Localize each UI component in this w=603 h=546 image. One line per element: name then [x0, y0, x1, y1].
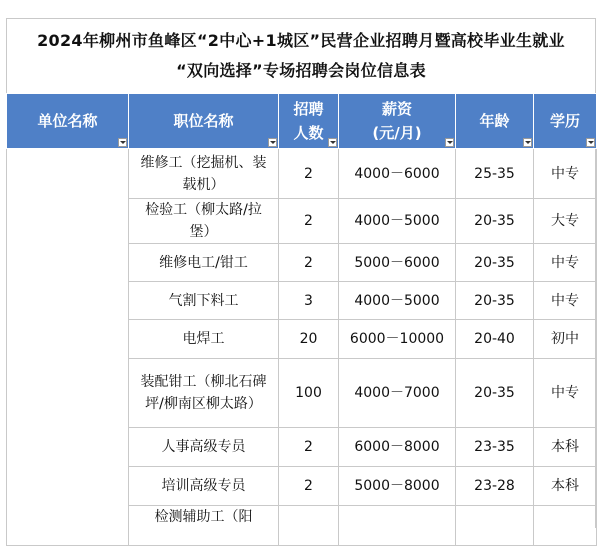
- count-cell: 2: [279, 428, 339, 467]
- page-title: [7, 19, 595, 93]
- header-edu-label: 学历: [549, 112, 580, 130]
- header-row: [7, 94, 597, 149]
- count-cell: 100: [279, 359, 339, 428]
- header-unit-label: 单位名称: [37, 112, 98, 130]
- count-cell: 2: [279, 467, 339, 506]
- age-cell: 20-35: [456, 244, 534, 282]
- header-count-label-2: 人数: [293, 124, 324, 142]
- header-salary-label-1: 薪资: [381, 100, 412, 118]
- position-cell: 电焊工: [129, 320, 279, 359]
- count-cell: 2: [279, 149, 339, 199]
- salary-cell: 6000－10000: [339, 320, 456, 359]
- position-cell: 培训高级专员: [129, 467, 279, 506]
- position-cell: 装配钳工（柳北石碑坪/柳南区柳太路）: [129, 359, 279, 428]
- age-cell: 20-40: [456, 320, 534, 359]
- age-cell: 20-35: [456, 359, 534, 428]
- salary-cell: 4000－5000: [339, 199, 456, 244]
- position-cell: 人事高级专员: [129, 428, 279, 467]
- header-age: [456, 94, 534, 149]
- salary-cell: 6000－8000: [339, 428, 456, 467]
- salary-cell: 4000－7000: [339, 359, 456, 428]
- header-count: [279, 94, 339, 149]
- edu-cell: 中专: [534, 244, 597, 282]
- job-table: [6, 93, 597, 546]
- edu-cell: 中专: [534, 149, 597, 199]
- edu-cell: 本科: [534, 467, 597, 506]
- filter-dropdown-icon[interactable]: [523, 138, 532, 147]
- count-cell: 2: [279, 244, 339, 282]
- position-cell: 气割下料工: [129, 282, 279, 320]
- header-salary-label-2: (元/月): [372, 124, 422, 142]
- salary-cell: [339, 506, 456, 546]
- count-cell: [279, 506, 339, 546]
- header-count-label-1: 招聘: [293, 100, 324, 118]
- position-cell: 检测辅助工（阳: [129, 506, 279, 546]
- age-cell: 20-35: [456, 199, 534, 244]
- filter-dropdown-icon[interactable]: [586, 138, 595, 147]
- title-line-2: “双向选择”专场招聘会岗位信息表: [176, 61, 426, 80]
- edu-cell: 本科: [534, 428, 597, 467]
- header-edu: [534, 94, 597, 149]
- title-line-1: 2024年柳州市鱼峰区“2中心+1城区”民营企业招聘月暨高校毕业生就业: [37, 31, 565, 50]
- edu-cell: 中专: [534, 359, 597, 428]
- header-position-label: 职位名称: [173, 112, 234, 130]
- edu-cell: [534, 506, 597, 546]
- filter-dropdown-icon[interactable]: [445, 138, 454, 147]
- age-cell: 23-35: [456, 428, 534, 467]
- position-cell: 维修电工/钳工: [129, 244, 279, 282]
- filter-dropdown-icon[interactable]: [118, 138, 127, 147]
- salary-cell: 5000－6000: [339, 244, 456, 282]
- header-unit: [7, 94, 129, 149]
- count-cell: 3: [279, 282, 339, 320]
- position-cell: 检验工（柳太路/拉堡）: [129, 199, 279, 244]
- age-cell: 20-35: [456, 282, 534, 320]
- age-cell: 25-35: [456, 149, 534, 199]
- edu-cell: 大专: [534, 199, 597, 244]
- salary-cell: 5000－8000: [339, 467, 456, 506]
- header-position: [129, 94, 279, 149]
- count-cell: 2: [279, 199, 339, 244]
- edu-cell: 中专: [534, 282, 597, 320]
- count-cell: 20: [279, 320, 339, 359]
- filter-dropdown-icon[interactable]: [268, 138, 277, 147]
- position-cell: 维修工（挖掘机、装载机）: [129, 149, 279, 199]
- filter-dropdown-icon[interactable]: [328, 138, 337, 147]
- unit-name-cell: [7, 149, 129, 546]
- salary-cell: 4000－6000: [339, 149, 456, 199]
- age-cell: [456, 506, 534, 546]
- edu-cell: 初中: [534, 320, 597, 359]
- salary-cell: 4000－5000: [339, 282, 456, 320]
- age-cell: 23-28: [456, 467, 534, 506]
- header-salary: [339, 94, 456, 149]
- header-age-label: 年龄: [479, 112, 510, 130]
- table-row: [7, 149, 597, 199]
